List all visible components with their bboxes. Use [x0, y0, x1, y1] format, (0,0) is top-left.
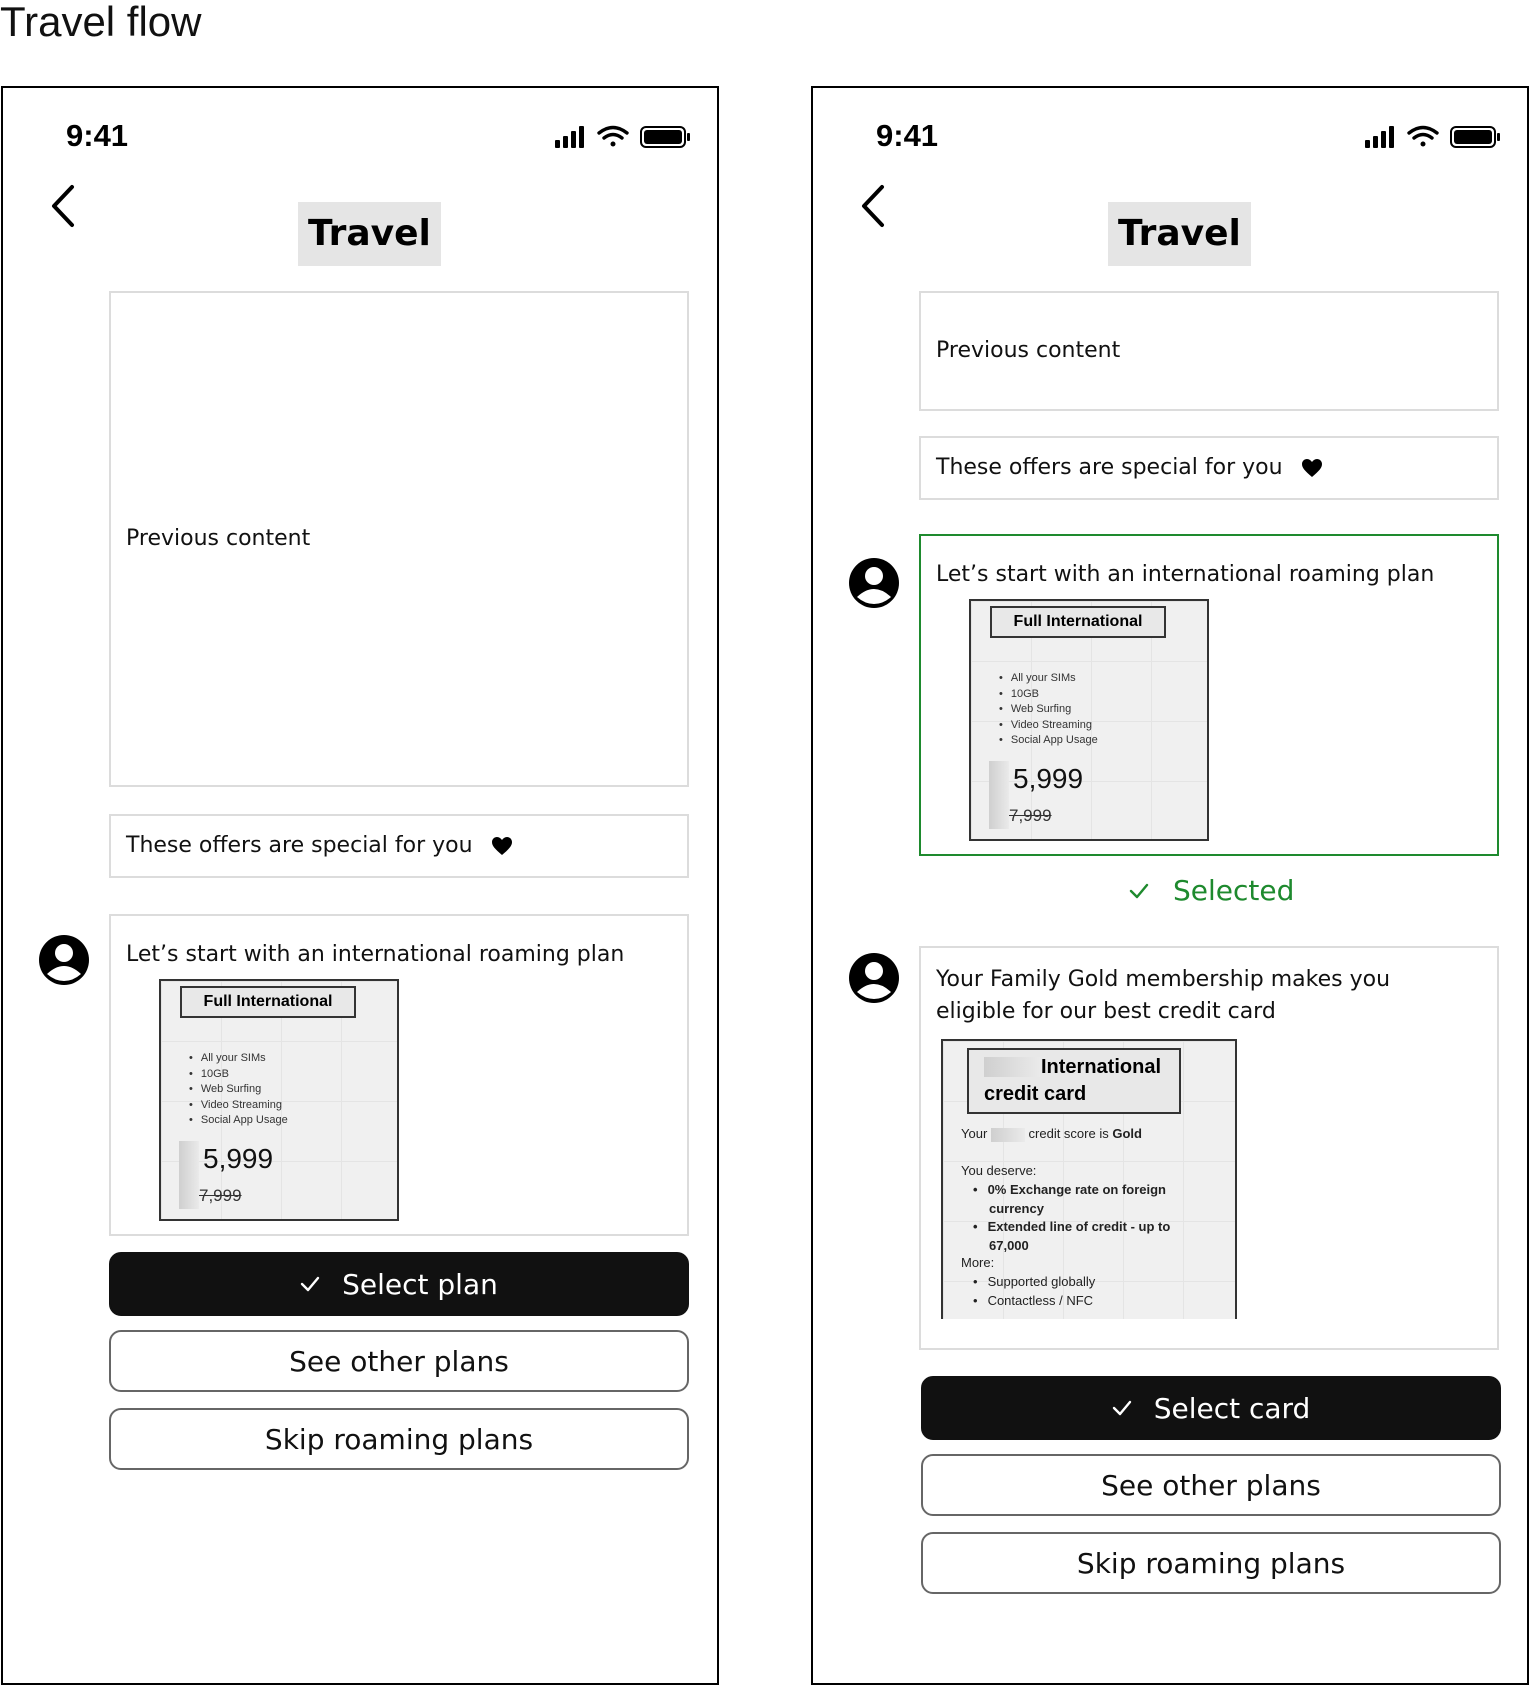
status-icons: [1365, 124, 1501, 150]
card-message-line: eligible for our best credit card: [936, 999, 1276, 1024]
status-time: 9:41: [876, 118, 939, 153]
plan-feature: • Web Surfing: [189, 1082, 288, 1098]
skip-roaming-plans-label: Skip roaming plans: [1076, 1546, 1346, 1580]
see-other-plans-button[interactable]: [109, 1330, 689, 1392]
back-chevron-icon[interactable]: [48, 183, 80, 229]
plan-message-text: Let’s start with an international roaming plan: [126, 942, 625, 967]
credit-card-title-line1: International: [1041, 1056, 1162, 1078]
selected-label: Selected: [1173, 874, 1295, 907]
avatar-icon: [38, 934, 90, 986]
check-icon: [300, 1276, 320, 1292]
plan-message-box: [109, 914, 689, 1236]
offers-text: These offers are special for you: [936, 455, 1283, 480]
plan-feature: • 10GB: [999, 687, 1098, 703]
score-prefix: Your: [961, 1126, 988, 1141]
plan-card[interactable]: [969, 599, 1209, 841]
see-other-plans-label: See other plans: [1101, 1468, 1321, 1502]
plan-old-price: 7,999: [1009, 806, 1052, 825]
page-title: Travel: [1108, 202, 1251, 266]
plan-message-box-selected: [919, 534, 1499, 856]
card-message-line: Your Family Gold membership makes you: [936, 967, 1391, 992]
check-icon: [1129, 883, 1149, 899]
heart-icon: [1301, 458, 1323, 478]
status-icons: [555, 124, 691, 150]
plan-feature: • Video Streaming: [999, 718, 1098, 734]
wifi-icon: [1409, 128, 1437, 147]
more-list: [961, 1273, 1201, 1310]
plan-message-text: Let’s start with an international roaming plan: [936, 562, 1435, 587]
signal-icon: [1365, 126, 1394, 148]
plan-feature: • Web Surfing: [999, 702, 1098, 718]
deserve-label: You deserve:: [961, 1163, 1037, 1178]
see-other-plans-button[interactable]: [921, 1454, 1501, 1516]
bank-placeholder: [991, 1128, 1025, 1142]
plan-feature: • All your SIMs: [999, 671, 1098, 687]
credit-card-title-line2: credit card: [984, 1083, 1087, 1105]
back-chevron-icon[interactable]: [858, 183, 890, 229]
more-label: More:: [961, 1255, 995, 1270]
plan-feature: • Social App Usage: [999, 733, 1098, 749]
plan-feature-list: [189, 1051, 288, 1129]
battery-icon: [641, 127, 690, 147]
selected-indicator: [1129, 874, 1294, 907]
see-other-plans-label: See other plans: [289, 1344, 509, 1378]
credit-card-offer[interactable]: [941, 1039, 1237, 1319]
skip-roaming-plans-button[interactable]: [921, 1532, 1501, 1594]
plan-price: 5,999: [203, 1143, 274, 1174]
select-card-label: Select card: [1153, 1391, 1311, 1425]
currency-placeholder: [989, 761, 1009, 829]
currency-placeholder: [179, 1141, 199, 1209]
offers-box: [919, 436, 1499, 500]
signal-icon: [555, 126, 584, 148]
heart-icon: [491, 836, 513, 856]
previous-content-box: [109, 291, 689, 787]
phone-frame-left: [1, 86, 719, 1685]
card-message-text: [936, 964, 1390, 1028]
more-item: • Supported globally: [961, 1273, 1201, 1292]
plan-name: Full International: [180, 986, 356, 1018]
avatar-icon: [848, 952, 900, 1004]
flow-title: Travel flow: [0, 0, 202, 45]
wifi-icon: [599, 128, 627, 147]
plan-price: 5,999: [1013, 763, 1084, 794]
battery-icon: [1451, 127, 1500, 147]
benefit-item: • Extended line of credit - up to 67,000: [961, 1218, 1191, 1255]
benefit-item: • 0% Exchange rate on foreign currency: [961, 1181, 1191, 1218]
plan-old-price: 7,999: [199, 1186, 242, 1205]
phone-frame-right: [811, 86, 1529, 1685]
plan-feature: • Social App Usage: [189, 1113, 288, 1129]
select-plan-label: Select plan: [342, 1267, 498, 1301]
skip-roaming-plans-label: Skip roaming plans: [264, 1422, 534, 1456]
previous-content-box: [919, 291, 1499, 411]
previous-content-text: Previous content: [936, 338, 1121, 363]
select-card-button[interactable]: [921, 1376, 1501, 1440]
score-value: Gold: [1112, 1126, 1142, 1141]
page-title: Travel: [298, 202, 441, 266]
select-plan-button[interactable]: [109, 1252, 689, 1316]
plan-card[interactable]: [159, 979, 399, 1221]
plan-feature: • 10GB: [189, 1067, 288, 1083]
more-item: • Contactless / NFC: [961, 1292, 1201, 1311]
offers-box: [109, 814, 689, 878]
score-middle: credit score is: [1028, 1126, 1109, 1141]
previous-content-text: Previous content: [126, 526, 311, 551]
skip-roaming-plans-button[interactable]: [109, 1408, 689, 1470]
brand-placeholder: [984, 1057, 1040, 1077]
benefit-list: [961, 1181, 1191, 1255]
check-icon: [1112, 1400, 1132, 1416]
plan-feature-list: [999, 671, 1098, 749]
avatar-icon: [848, 557, 900, 609]
credit-score-line: [961, 1126, 1142, 1142]
card-message-box: [919, 946, 1499, 1350]
credit-card-title: [967, 1048, 1181, 1114]
plan-feature: • All your SIMs: [189, 1051, 288, 1067]
status-time: 9:41: [66, 118, 129, 153]
plan-feature: • Video Streaming: [189, 1098, 288, 1114]
offers-text: These offers are special for you: [126, 833, 473, 858]
plan-name: Full International: [990, 606, 1166, 638]
